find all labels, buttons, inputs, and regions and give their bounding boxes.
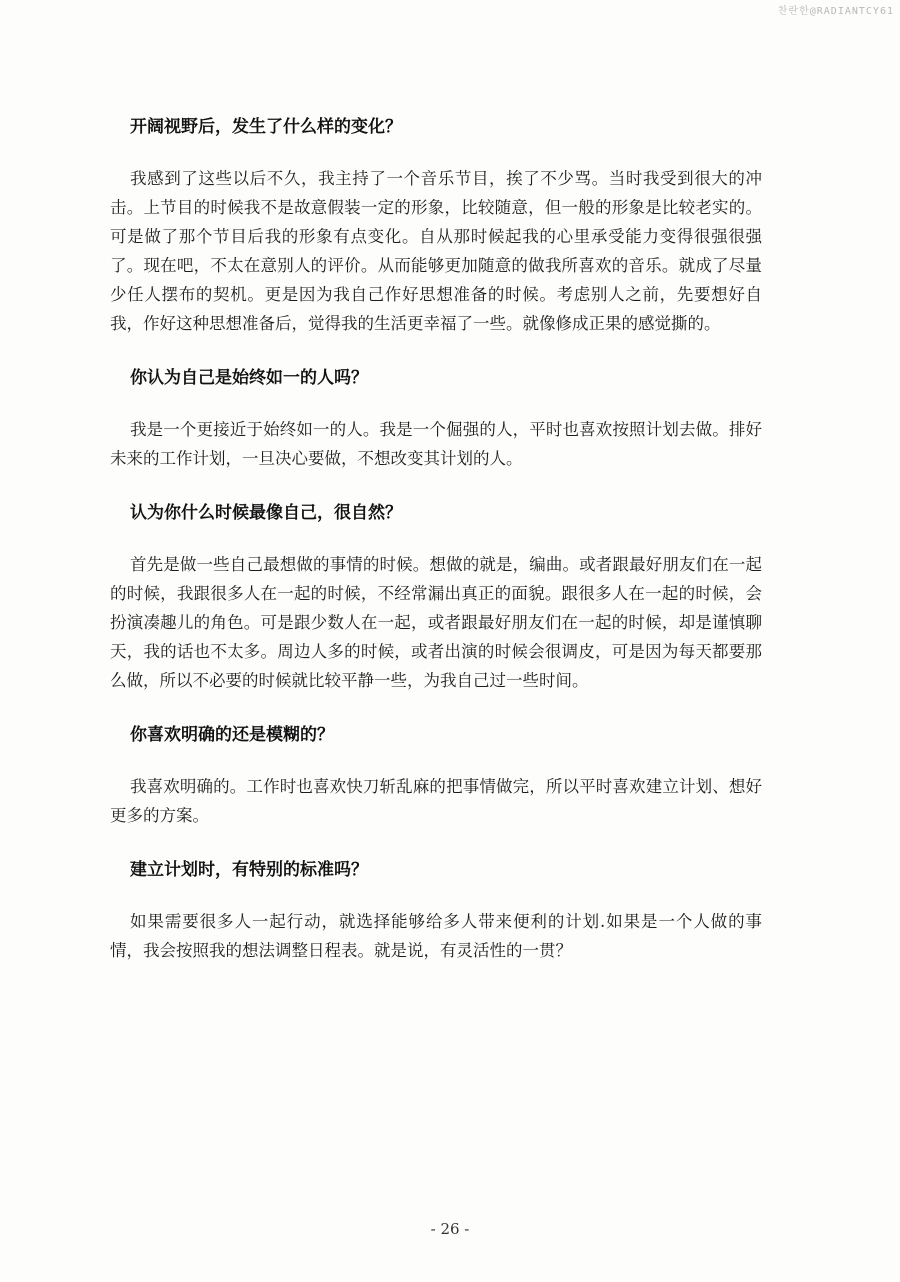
answer-paragraph: 我是一个更接近于始终如一的人。我是一个倔强的人，平时也喜欢按照计划去做。排好未来的工作计划，一旦决心要做，不想改变其计划的人。 [110,420,762,468]
page-number: - 26 - [430,1220,470,1238]
interview-content [110,114,762,992]
qa-section-2 [110,365,762,473]
qa-section-1 [110,114,762,338]
question-heading: 建立计划时，有特别的标准吗？ [130,860,368,880]
answer-paragraph: 我喜欢明确的。工作时也喜欢快刀斩乱麻的把事情做完，所以平时喜欢建立计划、想好更多的方案。 [110,777,762,825]
answer-paragraph: 首先是做一些自己最想做的事情的时候。想做的就是，编曲。或者跟最好朋友们在一起的时候，我跟很多人在一起的时候，不经常漏出真正的面貌。跟很多人在一起的时候，会扮演凑趣儿的角色。可是跟少数人在一起，或者跟最好朋友们在一起的时候，却是谨慎聊天，我的话也不太多。周边人多的时候，或者出演的时候会很调皮，可是因为每天都要那么做，所以不必要的时候就比较平静一些，为我自己过一些时间。 [110,555,762,690]
qa-section-5 [110,857,762,965]
qa-section-3 [110,500,762,695]
question-heading: 你喜欢明确的还是模糊的？ [130,725,334,745]
question-heading: 开阔视野后，发生了什么样的变化？ [130,117,402,137]
question-heading: 你认为自己是始终如一的人吗？ [130,368,368,388]
question-heading: 认为你什么时候最像自己，很自然？ [130,503,402,523]
qa-section-4 [110,722,762,830]
watermark: 찬란한@RADIANTCY61 [777,6,894,17]
answer-paragraph: 我感到了这些以后不久，我主持了一个音乐节目，挨了不少骂。当时我受到很大的冲击。上节目的时候我不是故意假装一定的形象，比较随意，但一般的形象是比较老实的。可是做了那个节目后我的形象有点变化。自从那时候起我的心里承受能力变得很强很强了。现在吧，不太在意别人的评价。从而能够更加随意的做我所喜欢的音乐。就成了尽量少任人摆布的契机。更是因为我自己作好思想准备的时候。考虑别人之前，先要想好自我，作好这种思想准备后，觉得我的生活更幸福了一些。就像修成正果的感觉撕的。 [110,169,762,333]
answer-paragraph: 如果需要很多人一起行动，就选择能够给多人带来便利的计划.如果是一个人做的事情，我会按照我的想法调整日程表。就是说，有灵活性的一贯？ [110,912,762,960]
